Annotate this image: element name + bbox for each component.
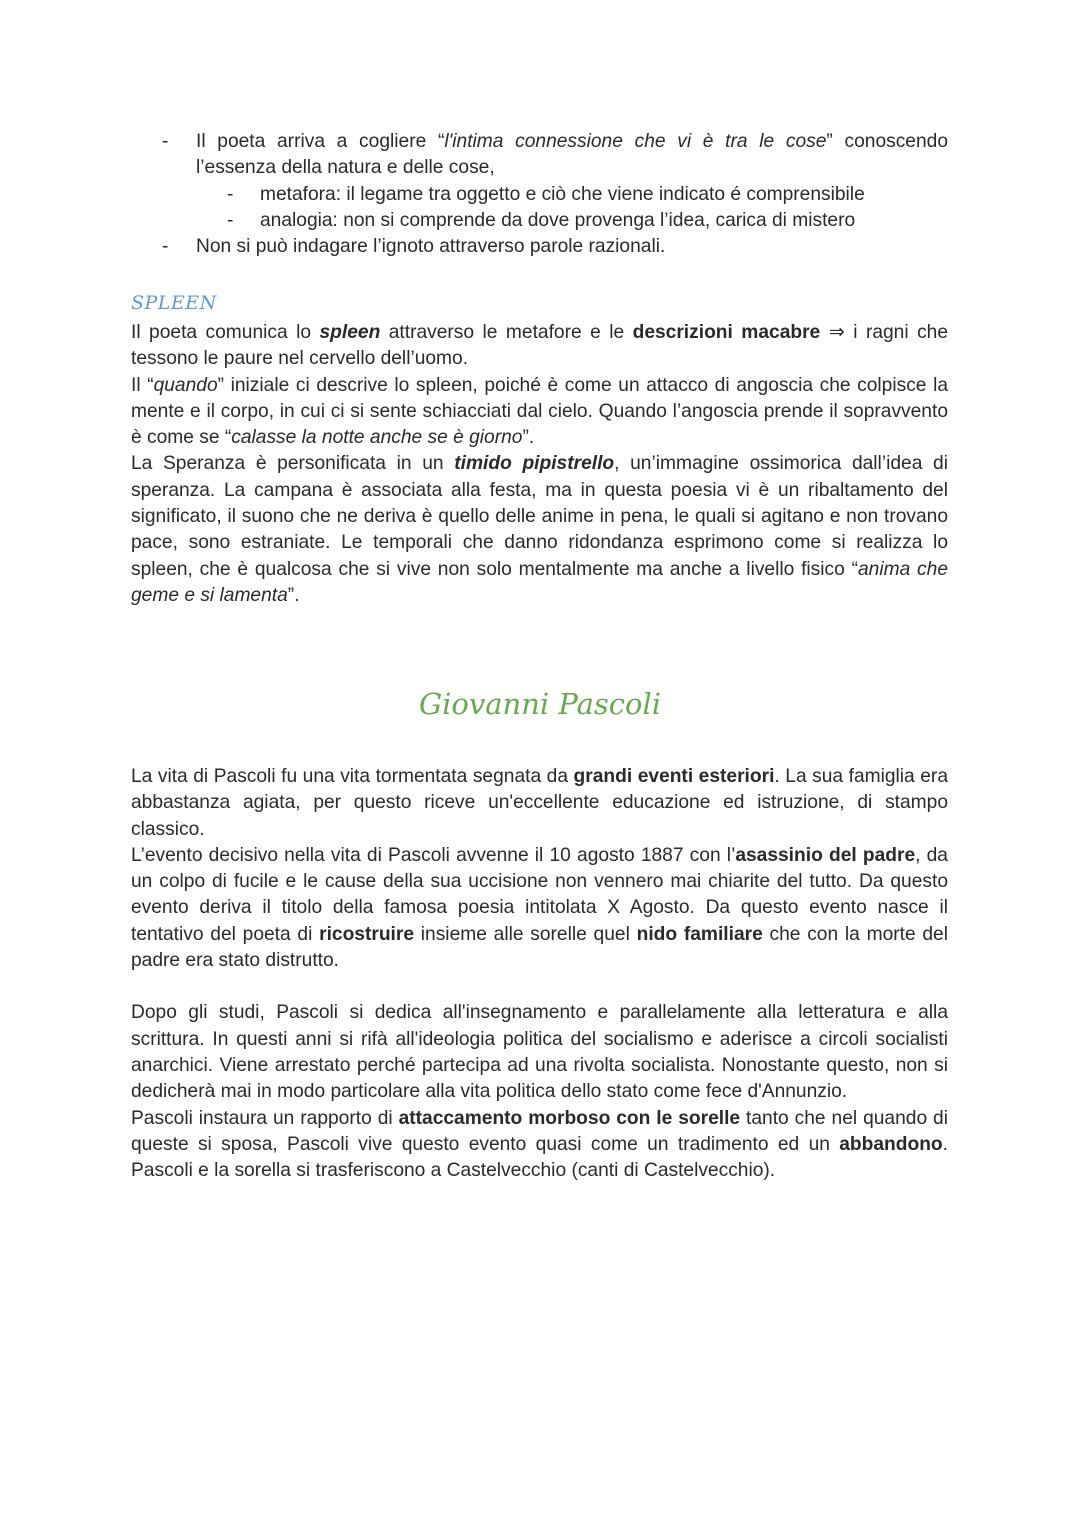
bullet-list [131,129,948,260]
bullet-dash: - [162,236,169,258]
spleen-body [131,320,948,609]
paragraph: Pascoli instaura un rapporto di attaccamento morboso con le sorelle tanto che nel quando di queste si sposa, Pascoli vive questo evento quasi come un tradimento ed un abbandono. Pascoli e la sorella si trasferiscono a Castelvecchio (canti di Castelvecchio). [131,1107,948,1182]
paragraph: Dopo gli studi, Pascoli si dedica all'insegnamento e parallelamente alla letteratura e alla scrittura. In questi anni si rifà all'ideologia politica del socialismo e aderisce a circoli socialisti anarchici. Viene arrestato perché partecipa ad una rivolta socialista. Nonostante questo, non si dedicherà mai in modo particolare alla vita politica dello stato come fece d'Annunzio. [131,1002,948,1103]
paragraph: Il poeta comunica lo spleen attraverso le metafore e le descrizioni macabre ⇒ i ragni che tessono le paure nel cervello dell’uomo. [131,322,948,370]
sub-bullet-item: - analogia: non si comprende da dove provenga l’idea, carica di mistero [131,208,948,234]
bullet-dash: - [227,209,234,231]
paragraph: L’evento decisivo nella vita di Pascoli avvenne il 10 agosto 1887 con l’asassinio del padre, da un colpo di fucile e le cause della sua uccisione non vennero mai chiarite del tutto. Da questo evento deriva il titolo della famosa poesia intitolata X Agosto. Da questo evento nasce il tentativo del poeta di ricostruire insieme alle sorelle quel nido familiare che con la morte del padre era stato distrutto. [131,844,948,972]
bullet-item: - Non si può indagare l’ignoto attraverso parole razionali. [131,234,948,260]
pascoli-body [131,764,948,1184]
bullet-item: - Il poeta arriva a cogliere “l'intima connessione che vi è tra le cose” conoscendo l’essenza della natura e delle cose, [162,131,948,179]
page-title: Giovanni Pascoli [418,687,662,721]
paragraph: La Speranza è personificata in un timido pipistrello, un’immagine ossimorica dall’idea di speranza. La campana è associata alla festa, ma in questa poesia vi è un ribaltamento del significato, il suono che ne deriva è quello delle anime in pena, le quali si agitano e non trovano pace, sono estraniate. Le temporali che danno ridondanza esprimono come si realizza lo spleen, che è qualcosa che si vive non solo mentalmente ma anche a livello fisico “anima che geme e si lamenta”. [131,453,948,606]
paragraph-gap [131,974,948,1000]
sub-bullet-item: - metafora: il legame tra oggetto e ciò che viene indicato é comprensibile [131,182,948,208]
paragraph: La vita di Pascoli fu una vita tormentata segnata da grandi eventi esteriori. La sua famiglia era abbastanza agiata, per questo riceve un'eccellente educazione ed istruzione, di stampo classico. [131,766,948,840]
paragraph: Il “quando” iniziale ci descrive lo spleen, poiché è come un attacco di angoscia che colpisce la mente e il corpo, in cui ci si sente schiacciati dal cielo. Quando l’angoscia prende il sopravvento è come se “calasse la notte anche se è giorno”. [131,374,948,449]
bullet-dash: - [162,131,169,152]
bullet-dash: - [227,183,234,205]
section-heading-spleen: SPLEEN [131,292,217,314]
